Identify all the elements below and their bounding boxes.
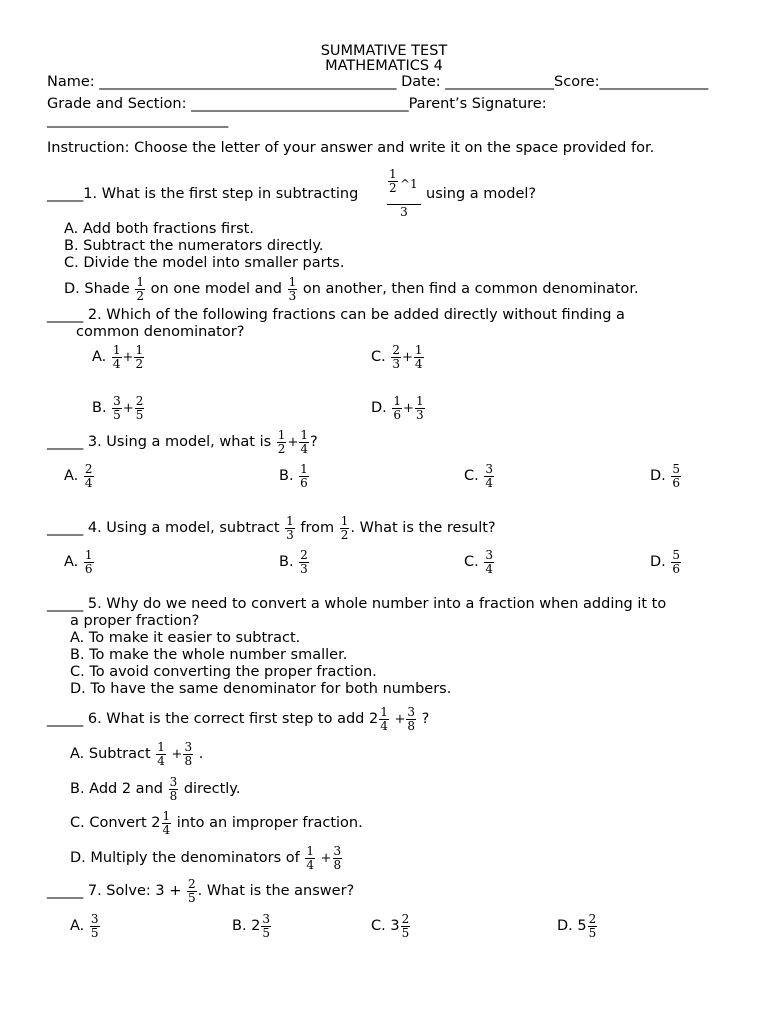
text-segment: from bbox=[300, 520, 335, 536]
text-segment: ? bbox=[309, 434, 318, 450]
fraction-numerator: 1 bbox=[300, 461, 308, 476]
q6-option-a bbox=[70, 739, 203, 770]
q1-stem-end: using a model? bbox=[426, 186, 537, 202]
text-segment: C. 3 bbox=[371, 918, 400, 934]
fraction bbox=[588, 913, 598, 940]
fraction-denominator: 4 bbox=[300, 441, 308, 456]
q1-inner-denominator: 2 bbox=[389, 181, 397, 195]
text-segment: _____ 7. Solve: 3 + bbox=[47, 883, 182, 899]
fraction bbox=[406, 706, 416, 733]
fraction-numerator: 1 bbox=[415, 393, 424, 408]
fraction-denominator: 6 bbox=[393, 407, 402, 422]
q1-inner-fraction bbox=[388, 168, 398, 195]
q1-inner-numerator: 1 bbox=[389, 167, 397, 181]
q1-option-d bbox=[64, 274, 639, 304]
fraction-1-3 bbox=[288, 276, 298, 303]
fraction-denominator: 2 bbox=[277, 441, 286, 456]
fraction bbox=[299, 429, 309, 456]
fraction-numerator: 2 bbox=[135, 393, 144, 408]
fraction-numerator: 2 bbox=[392, 342, 400, 357]
fraction-denominator: 8 bbox=[333, 857, 342, 872]
fraction-numerator: 2 bbox=[188, 876, 196, 891]
q3-option-a bbox=[64, 461, 95, 491]
text-segment: A. bbox=[70, 918, 85, 934]
q4-stem bbox=[47, 513, 496, 543]
fraction-numerator: 1 bbox=[112, 342, 121, 357]
text-segment: _____ 4. Using a model, subtract bbox=[47, 520, 280, 536]
q6-stem bbox=[47, 704, 429, 735]
fraction-denominator: 6 bbox=[300, 475, 308, 490]
q1-d-text-2: on one model and bbox=[150, 281, 282, 297]
fraction bbox=[392, 395, 402, 422]
text-segment: A. Subtract bbox=[70, 746, 151, 762]
text-segment: D. bbox=[371, 400, 387, 416]
fraction-denominator: 4 bbox=[485, 561, 493, 576]
fraction-denominator: 5 bbox=[401, 925, 410, 940]
fraction-numerator: 3 bbox=[485, 461, 493, 476]
q7-option-c bbox=[371, 911, 411, 941]
fraction bbox=[484, 463, 494, 490]
q3-option-b bbox=[279, 461, 310, 491]
fraction-numerator: 1 bbox=[135, 342, 144, 357]
fraction bbox=[414, 344, 424, 371]
q5-stem-line1: _____ 5. Why do we need to convert a whole number into a fraction when adding it to bbox=[47, 596, 667, 612]
fraction bbox=[671, 549, 681, 576]
text-segment: C. Convert 2 bbox=[70, 815, 161, 831]
fraction-denominator: 3 bbox=[286, 527, 294, 542]
fraction-denominator: 2 bbox=[136, 288, 145, 303]
fraction-numerator: 3 bbox=[262, 911, 271, 926]
fraction-denominator: 4 bbox=[112, 356, 121, 371]
fraction-numerator: 5 bbox=[672, 547, 681, 562]
q4-option-a bbox=[64, 547, 95, 577]
text-segment: _____ 3. Using a model, what is bbox=[47, 434, 272, 450]
q3-stem bbox=[47, 427, 318, 458]
fraction-denominator: 3 bbox=[415, 407, 424, 422]
fraction bbox=[156, 741, 166, 768]
fraction bbox=[169, 776, 179, 803]
fraction-denominator: 3 bbox=[392, 356, 400, 371]
fraction bbox=[415, 395, 425, 422]
fraction-numerator: 2 bbox=[588, 911, 597, 926]
fraction-numerator: 3 bbox=[333, 843, 342, 858]
fraction-denominator: 3 bbox=[300, 561, 308, 576]
fraction-denominator: 3 bbox=[288, 288, 297, 303]
q5-option-b: B. To make the whole number smaller. bbox=[70, 647, 348, 663]
text-segment: B. Add 2 and bbox=[70, 781, 163, 797]
fraction-numerator: 1 bbox=[162, 808, 171, 823]
fraction-denominator: 4 bbox=[485, 475, 493, 490]
fraction-numerator: 3 bbox=[407, 704, 415, 719]
fraction bbox=[90, 913, 100, 940]
fraction-denominator: 5 bbox=[90, 925, 99, 940]
text-segment: _____ 6. What is the correct first step to add 2 bbox=[47, 711, 379, 727]
fraction-denominator: 4 bbox=[380, 718, 388, 733]
q6-option-c bbox=[70, 808, 363, 838]
fraction-numerator: 3 bbox=[485, 547, 493, 562]
fraction-denominator: 8 bbox=[169, 788, 178, 803]
text-segment: D. bbox=[650, 468, 666, 484]
fraction bbox=[112, 395, 122, 422]
q4-option-d bbox=[650, 547, 682, 577]
plus-sign: + bbox=[320, 851, 332, 866]
fraction bbox=[401, 913, 411, 940]
fraction-denominator: 5 bbox=[188, 890, 196, 905]
fraction-numerator: 3 bbox=[113, 393, 121, 408]
subject-title: MATHEMATICS 4 bbox=[325, 58, 443, 74]
plus-sign: + bbox=[403, 401, 414, 416]
grade-signature-line: Grade and Section: ______________________________Parent’s Signature: bbox=[47, 96, 547, 112]
fraction-denominator: 2 bbox=[135, 356, 144, 371]
instruction: Instruction: Choose the letter of your answer and write it on the space provided for. bbox=[47, 140, 655, 156]
q1-stem-start: _____1. What is the first step in subtracting bbox=[47, 186, 359, 202]
fraction-denominator: 6 bbox=[672, 561, 681, 576]
fraction bbox=[305, 845, 315, 872]
fraction-numerator: 3 bbox=[169, 774, 178, 789]
q7-option-d bbox=[557, 911, 598, 941]
q2-stem-line1: _____ 2. Which of the following fractions can be added directly without finding a bbox=[47, 307, 625, 323]
text-segment: into an improper fraction. bbox=[176, 815, 363, 831]
plus-sign: + bbox=[401, 350, 413, 365]
fraction-numerator: 2 bbox=[300, 547, 308, 562]
fraction-numerator: 1 bbox=[84, 547, 93, 562]
fraction-numerator: 1 bbox=[393, 393, 402, 408]
fraction-denominator: 5 bbox=[135, 407, 144, 422]
fraction-numerator: 1 bbox=[157, 739, 165, 754]
plus-sign: + bbox=[394, 712, 406, 727]
fraction-denominator: 2 bbox=[340, 527, 349, 542]
q1-option-b: B. Subtract the numerators directly. bbox=[64, 238, 324, 254]
text-segment: A. bbox=[64, 554, 79, 570]
fraction-denominator: 8 bbox=[184, 753, 193, 768]
q6-option-d bbox=[70, 843, 343, 874]
q2-option-b bbox=[92, 393, 145, 424]
q5-option-a: A. To make it easier to subtract. bbox=[70, 630, 301, 646]
text-segment: B. bbox=[92, 400, 107, 416]
q2-option-c bbox=[371, 342, 425, 373]
text-segment: C. bbox=[464, 554, 479, 570]
q7-option-b bbox=[232, 911, 272, 941]
q3-option-d bbox=[650, 461, 682, 491]
q2-option-d bbox=[371, 393, 426, 424]
fraction-numerator: 1 bbox=[306, 843, 314, 858]
text-segment: A. bbox=[92, 349, 107, 365]
q5-option-c: C. To avoid converting the proper fraction. bbox=[70, 664, 377, 680]
test-title: SUMMATIVE TEST bbox=[320, 43, 448, 59]
fraction-denominator: 5 bbox=[113, 407, 121, 422]
fraction bbox=[299, 549, 309, 576]
fraction bbox=[162, 810, 172, 837]
text-segment: . What is the answer? bbox=[197, 883, 355, 899]
fraction bbox=[84, 463, 94, 490]
fraction bbox=[333, 845, 343, 872]
fraction bbox=[261, 913, 271, 940]
q1-option-a: A. Add both fractions first. bbox=[64, 221, 254, 237]
text-segment: D. bbox=[650, 554, 666, 570]
q6-option-b bbox=[70, 774, 240, 804]
fraction bbox=[112, 344, 122, 371]
fraction-numerator: 1 bbox=[300, 427, 308, 442]
fraction bbox=[391, 344, 401, 371]
q1-option-c: C. Divide the model into smaller parts. bbox=[64, 255, 345, 271]
text-segment: . What is the result? bbox=[350, 520, 496, 536]
text-segment: A. bbox=[64, 468, 79, 484]
text-segment: . bbox=[198, 746, 204, 762]
q1-outer-denominator: 3 bbox=[400, 205, 408, 219]
text-segment: B. bbox=[279, 468, 294, 484]
fraction-numerator: 1 bbox=[136, 274, 145, 289]
q2-stem-line2: common denominator? bbox=[76, 324, 245, 340]
text-segment: C. bbox=[464, 468, 479, 484]
fraction bbox=[187, 878, 197, 905]
fraction-denominator: 4 bbox=[157, 753, 165, 768]
fraction bbox=[277, 429, 287, 456]
q4-option-b bbox=[279, 547, 310, 577]
fraction-denominator: 5 bbox=[588, 925, 597, 940]
fraction bbox=[134, 344, 144, 371]
q2-option-a bbox=[92, 342, 145, 373]
fraction-denominator: 4 bbox=[84, 475, 93, 490]
fraction bbox=[299, 463, 309, 490]
fraction-numerator: 3 bbox=[90, 911, 99, 926]
fraction-denominator: 6 bbox=[672, 475, 681, 490]
fraction-denominator: 4 bbox=[414, 356, 423, 371]
plus-sign: + bbox=[122, 401, 134, 416]
plus-sign: + bbox=[171, 747, 183, 762]
fraction bbox=[135, 395, 145, 422]
text-segment: D. Multiply the denominators of bbox=[70, 850, 300, 866]
text-segment: B. 2 bbox=[232, 918, 261, 934]
fraction bbox=[285, 515, 295, 542]
q5-stem-line2: a proper fraction? bbox=[70, 613, 200, 629]
fraction bbox=[340, 515, 350, 542]
q5-option-d: D. To have the same denominator for both numbers. bbox=[70, 681, 452, 697]
q7-stem bbox=[47, 876, 354, 906]
text-segment: B. bbox=[279, 554, 294, 570]
text-segment: C. bbox=[371, 349, 386, 365]
signature-blank: _________________________ bbox=[47, 112, 229, 128]
fraction-numerator: 1 bbox=[414, 342, 423, 357]
text-segment: ? bbox=[421, 711, 430, 727]
fraction-denominator: 4 bbox=[162, 822, 171, 837]
fraction bbox=[671, 463, 681, 490]
fraction-denominator: 6 bbox=[84, 561, 93, 576]
fraction-numerator: 1 bbox=[277, 427, 286, 442]
fraction-denominator: 5 bbox=[262, 925, 271, 940]
text-segment: directly. bbox=[183, 781, 241, 797]
fraction bbox=[183, 741, 193, 768]
fraction-numerator: 2 bbox=[84, 461, 93, 476]
fraction-numerator: 3 bbox=[184, 739, 193, 754]
text-segment: D. 5 bbox=[557, 918, 587, 934]
fraction-numerator: 1 bbox=[380, 704, 388, 719]
fraction bbox=[379, 706, 389, 733]
q1-d-text-1: D. Shade bbox=[64, 281, 130, 297]
q1-caret-one: ^1 bbox=[400, 177, 418, 191]
fraction bbox=[84, 549, 94, 576]
fraction-numerator: 1 bbox=[286, 513, 294, 528]
fraction-numerator: 1 bbox=[340, 513, 349, 528]
fraction bbox=[484, 549, 494, 576]
fraction-numerator: 2 bbox=[401, 911, 410, 926]
fraction-denominator: 4 bbox=[306, 857, 314, 872]
q3-option-c bbox=[464, 461, 495, 491]
fraction-numerator: 1 bbox=[288, 274, 297, 289]
plus-sign: + bbox=[122, 350, 134, 365]
fraction-denominator: 8 bbox=[407, 718, 415, 733]
fraction-1-2 bbox=[135, 276, 145, 303]
name-date-score-line: Name: _________________________________________ Date: _______________Score:_______________ bbox=[47, 74, 709, 90]
q4-option-c bbox=[464, 547, 495, 577]
q7-option-a bbox=[70, 911, 101, 941]
plus-sign: + bbox=[287, 435, 299, 450]
fraction-numerator: 5 bbox=[672, 461, 681, 476]
q1-d-text-3: on another, then find a common denominator. bbox=[302, 281, 639, 297]
